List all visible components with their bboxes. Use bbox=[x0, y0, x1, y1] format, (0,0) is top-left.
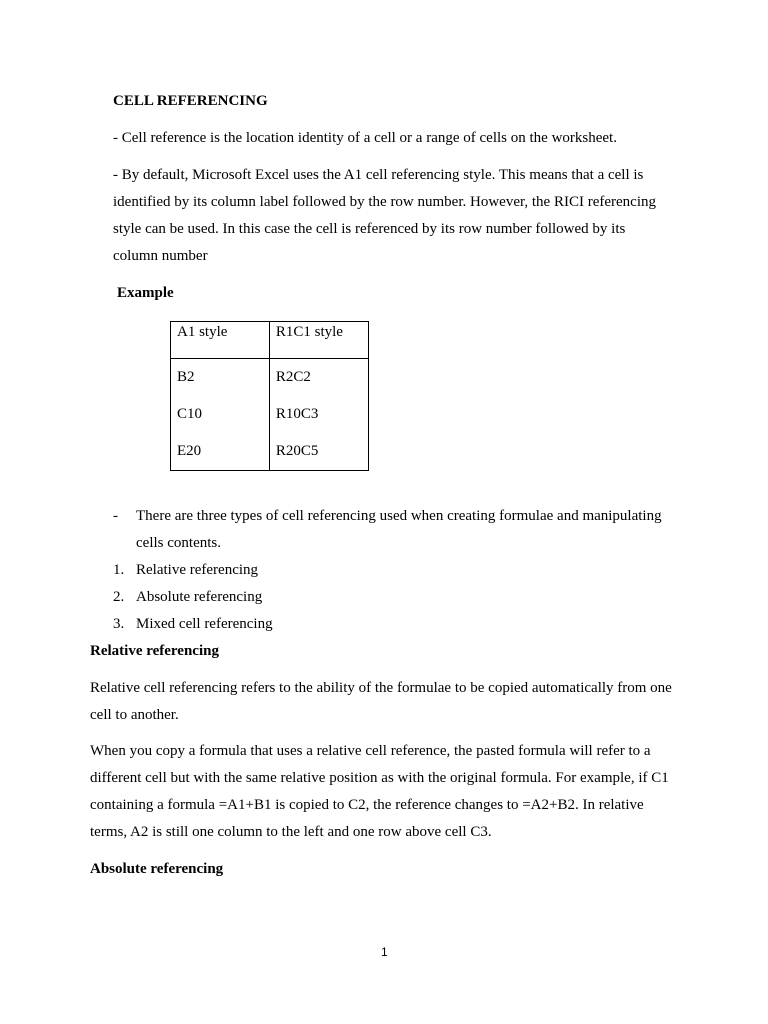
text-line: Relative cell referencing refers to the ability of the formulae to be copied automatically from one bbox=[90, 680, 672, 696]
text-line: terms, A2 is still one column to the left and one row above cell C3. bbox=[90, 824, 492, 840]
text-line: style can be used. In this case the cell is referenced by its row number followed by its bbox=[113, 221, 626, 237]
list-item: Relative referencing bbox=[136, 562, 259, 578]
page-number: 1 bbox=[381, 945, 388, 959]
header-label: A1 style bbox=[177, 324, 228, 340]
table-header-row bbox=[171, 322, 369, 359]
page-title: CELL REFERENCING bbox=[113, 93, 268, 109]
table-column-r1c1 bbox=[269, 359, 368, 471]
table-cell: R2C2 bbox=[275, 369, 311, 385]
example-heading: Example bbox=[117, 285, 174, 301]
table-header-r1c1 bbox=[269, 322, 368, 359]
relative-referencing-heading: Relative referencing bbox=[90, 643, 219, 659]
table-cell: B2 bbox=[177, 369, 195, 385]
text-line: containing a formula =A1+B1 is copied to C2, the reference changes to =A2+B2. In relative bbox=[90, 797, 644, 813]
text-line: column number bbox=[113, 248, 208, 264]
cell-reference-table bbox=[170, 321, 369, 471]
table-body-row bbox=[171, 359, 369, 471]
bullet-marker: - bbox=[113, 508, 118, 524]
table-cell: E20 bbox=[177, 443, 202, 459]
table-column-a1 bbox=[171, 359, 270, 471]
table-cell: C10 bbox=[177, 406, 203, 422]
text-line: When you copy a formula that uses a relative cell reference, the pasted formula will refer to a bbox=[90, 743, 651, 759]
table-cell: R20C5 bbox=[275, 443, 319, 459]
list-item: Mixed cell referencing bbox=[136, 616, 273, 632]
list-number: 3. bbox=[113, 616, 125, 632]
table-header-a1 bbox=[171, 322, 270, 359]
list-number: 2. bbox=[113, 589, 125, 605]
text-line: cells contents. bbox=[136, 535, 221, 551]
text-line: cell to another. bbox=[90, 707, 179, 723]
table-cell: R10C3 bbox=[275, 406, 319, 422]
text-line: different cell but with the same relative position as with the original formula. For example, if C1 bbox=[90, 770, 669, 786]
list-number: 1. bbox=[113, 562, 125, 578]
absolute-referencing-heading: Absolute referencing bbox=[90, 861, 224, 877]
header-label: R1C1 style bbox=[275, 324, 343, 340]
list-item: Absolute referencing bbox=[136, 589, 263, 605]
text-line: - By default, Microsoft Excel uses the A1 cell referencing style. This means that a cell is bbox=[113, 167, 644, 183]
bullet-cell-reference-definition: - Cell reference is the location identity of a cell or a range of cells on the worksheet. bbox=[113, 130, 617, 146]
text-line: There are three types of cell referencing used when creating formulae and manipulating bbox=[136, 508, 662, 524]
text-line: identified by its column label followed by the row number. However, the RICI referencing bbox=[113, 194, 656, 210]
